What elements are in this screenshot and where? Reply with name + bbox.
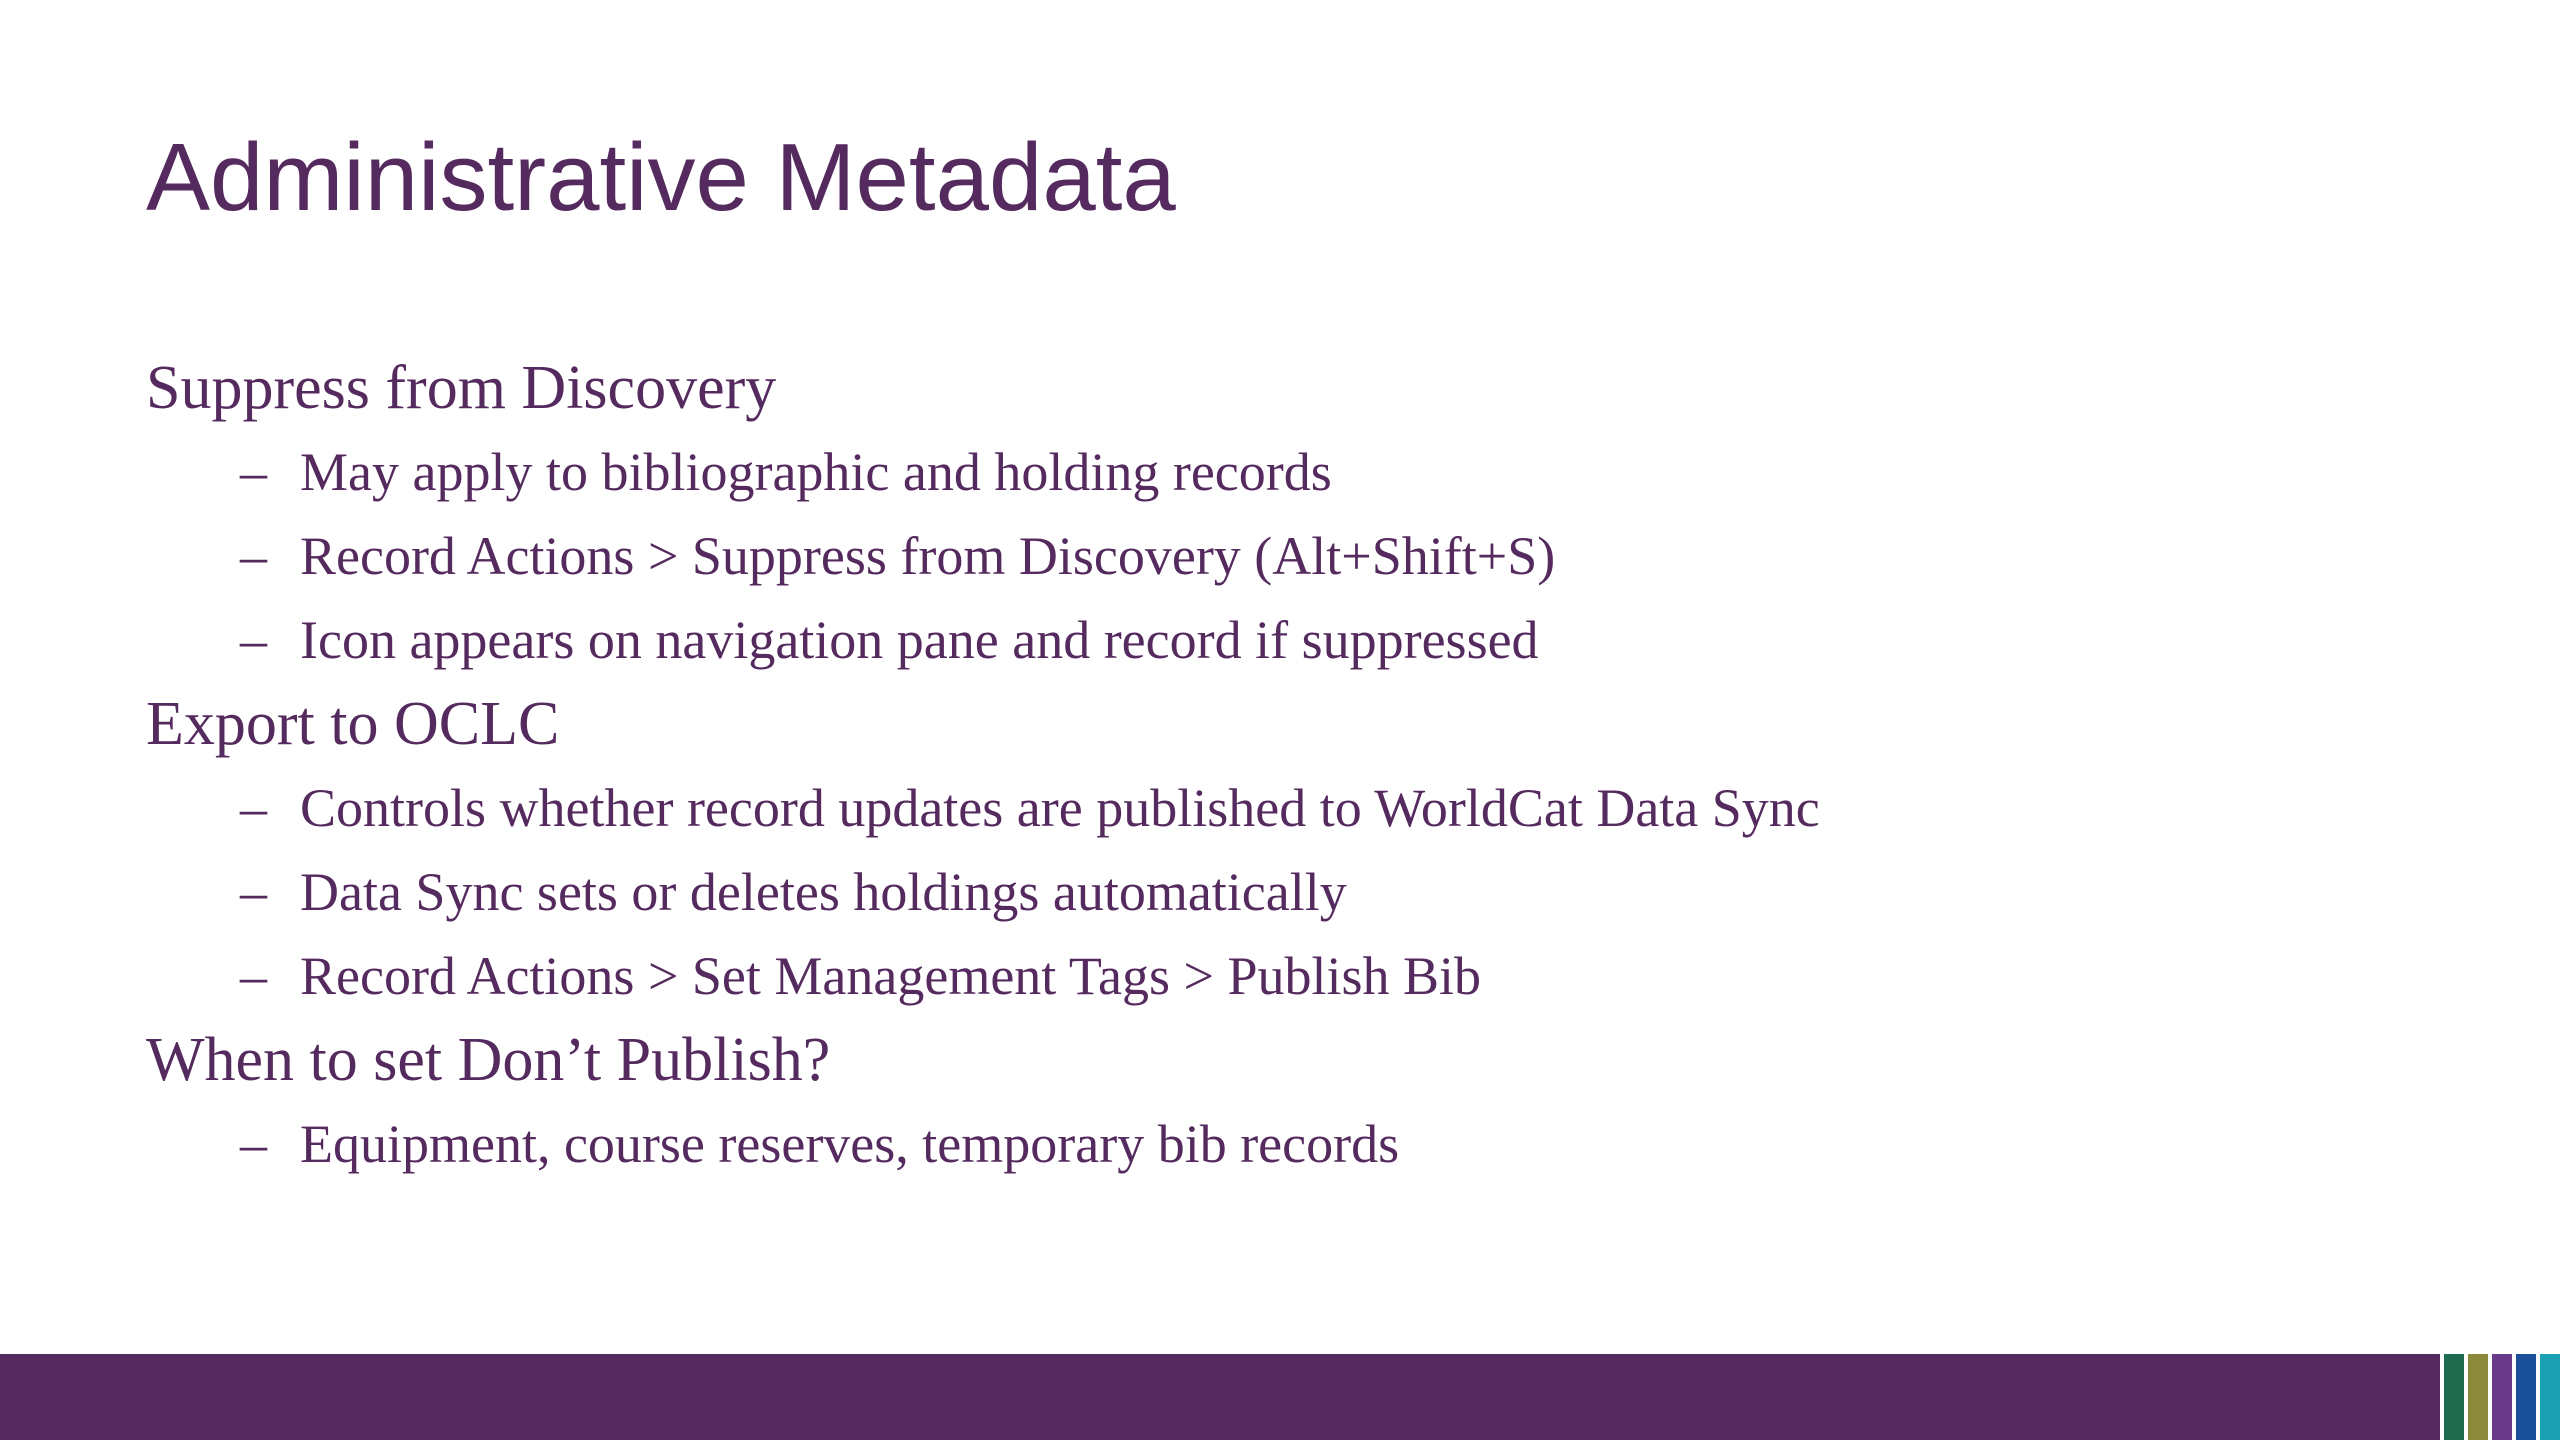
stripe-olive [2468,1354,2488,1440]
bullet-dash: – [240,778,267,838]
footer-color-stripes [2440,1354,2560,1440]
list-item [240,1102,2346,1186]
footer-bar [0,1354,2560,1440]
section-suppress [146,346,2346,682]
list-item [240,766,2346,850]
section-heading: Export to OCLC [146,690,560,758]
stripe-teal [2540,1354,2560,1440]
bullet-dash: – [240,862,267,922]
bullet-dash: – [240,946,267,1006]
bullet-dash: – [240,442,267,502]
bullet-text: Record Actions > Set Management Tags > Publish Bib [300,946,1482,1006]
bullet-text: Record Actions > Suppress from Discovery (Alt+Shift+S) [300,526,1556,586]
section-export-oclc [146,682,2346,1018]
bullet-text: May apply to bibliographic and holding records [300,442,1332,502]
bullet-list [146,766,2346,1018]
bullet-dash: – [240,610,267,670]
bullet-dash: – [240,1114,267,1174]
bullet-list [146,1102,2346,1186]
stripe-blue [2516,1354,2536,1440]
section-heading: Suppress from Discovery [146,354,777,422]
bullet-list [146,430,2346,682]
list-item [240,850,2346,934]
list-item [240,514,2346,598]
bullet-dash: – [240,526,267,586]
section-dont-publish [146,1018,2346,1186]
list-item [240,934,2346,1018]
slide-title: Administrative Metadata [146,124,1176,231]
section-heading: When to set Don’t Publish? [146,1026,831,1094]
slide-body [146,346,2346,1186]
stripe-purple [2492,1354,2512,1440]
list-item [240,430,2346,514]
stripe-green [2444,1354,2464,1440]
bullet-text: Equipment, course reserves, temporary bib records [300,1114,1400,1174]
bullet-text: Icon appears on navigation pane and record if suppressed [300,610,1539,670]
list-item [240,598,2346,682]
bullet-text: Controls whether record updates are published to WorldCat Data Sync [300,778,1820,838]
bullet-text: Data Sync sets or deletes holdings automatically [300,862,1347,922]
